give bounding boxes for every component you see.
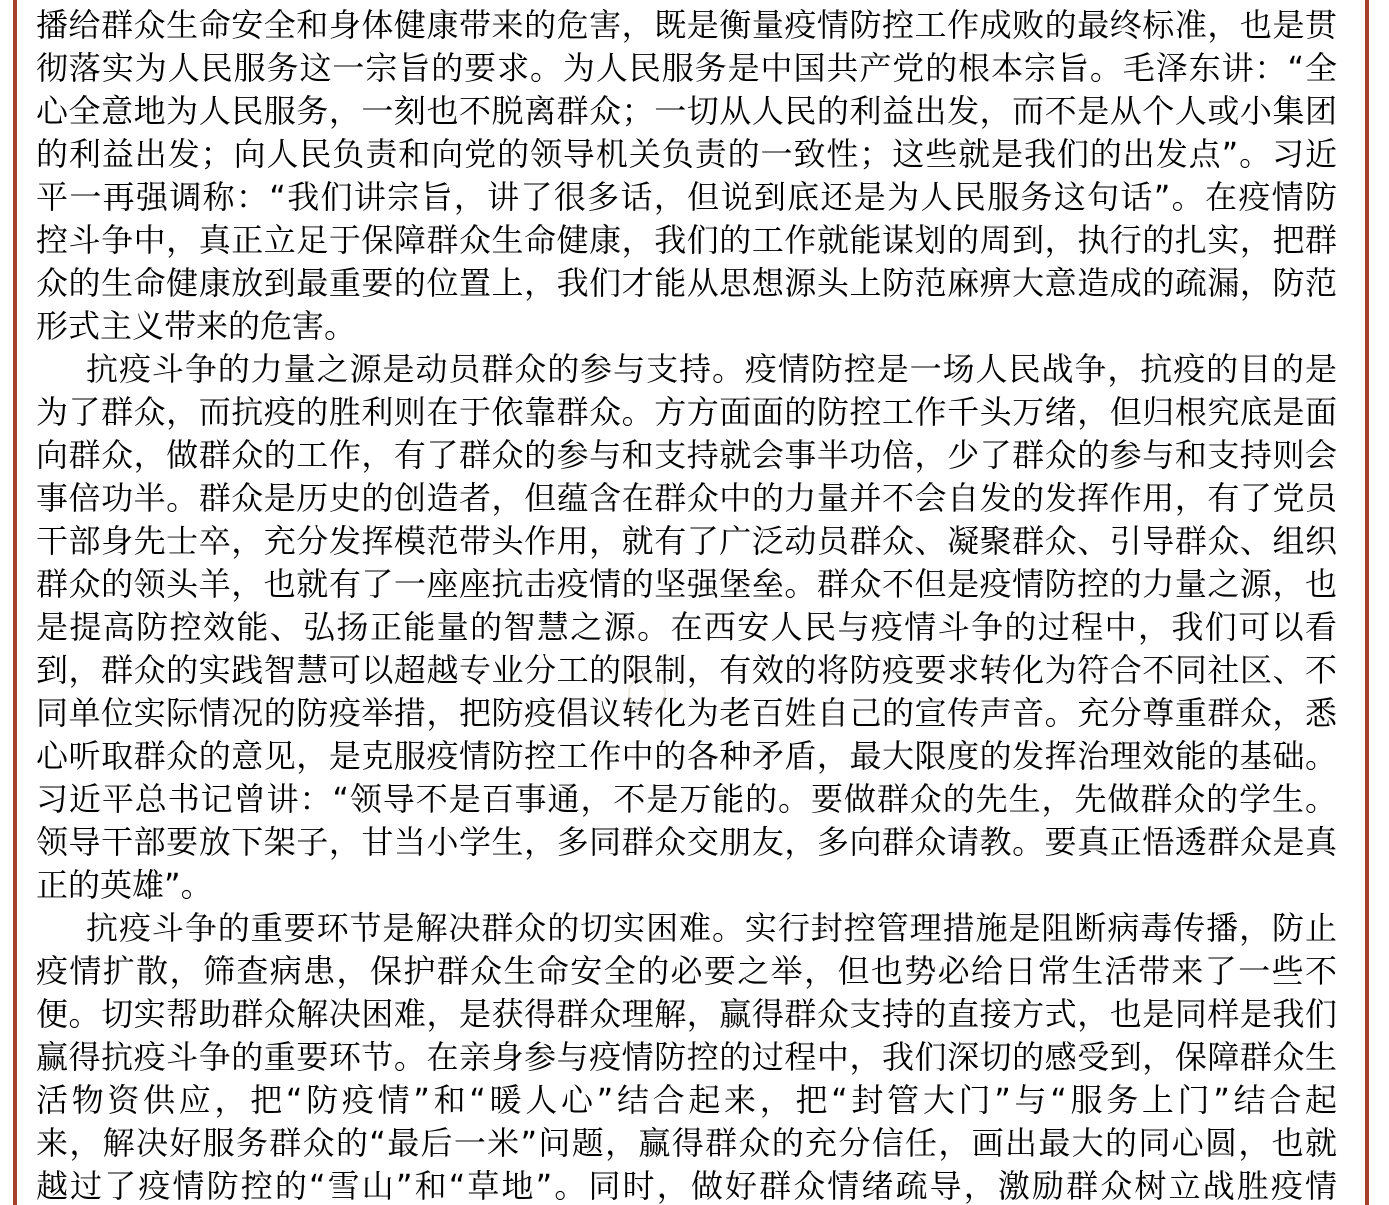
text-line: 心听取群众的意见，是克服疫情防控工作中的各种矛盾，最大限度的发挥治理效能的基础。 xyxy=(36,737,1337,775)
text-line: 领导干部要放下架子，甘当小学生，多同群众交朋友，多向群众请教。要真正悟透群众是真 xyxy=(36,823,1337,861)
text-line: 疫情扩散，筛查病患，保护群众生命安全的必要之举，但也势必给日常生活带来了一些不 xyxy=(36,952,1337,990)
text-line: 同单位实际情况的防疫举措，把防疫倡议转化为老百姓自己的宣传声音。充分尊重群众，悉 xyxy=(36,694,1337,732)
text-line: 众的生命健康放到最重要的位置上，我们才能从思想源头上防范麻痹大意造成的疏漏，防范 xyxy=(36,264,1337,302)
text-line: 抗疫斗争的重要环节是解决群众的切实困难。实行封控管理措施是阻断病毒传播，防止 xyxy=(86,909,1337,947)
text-line: 为了群众，而抗疫的胜利则在于依靠群众。方方面面的防控工作千头万绪，但归根究底是面 xyxy=(36,393,1337,431)
text-line: 平一再强调称：“我们讲宗旨，讲了很多话，但说到底还是为人民服务这句话”。在疫情防 xyxy=(36,178,1337,216)
text-line: 心全意地为人民服务，一刻也不脱离群众；一切从人民的利益出发，而不是从个人或小集团 xyxy=(36,92,1337,130)
text-line: 事倍功半。群众是历史的创造者，但蕴含在群众中的力量并不会自发的发挥作用，有了党员 xyxy=(36,479,1337,517)
page-border-right-rule xyxy=(1365,0,1369,1205)
text-line: 向群众，做群众的工作，有了群众的参与和支持就会事半功倍，少了群众的参与和支持则会 xyxy=(36,436,1337,474)
text-line: 形式主义带来的危害。 xyxy=(36,307,357,345)
page-border-left-rule xyxy=(13,0,17,1205)
text-line: 的利益出发；向人民负责和向党的领导机关负责的一致性；这些就是我们的出发点”。习近 xyxy=(36,135,1337,173)
text-line: 群众的领头羊，也就有了一座座抗击疫情的坚强堡垒。群众不但是疫情防控的力量之源，也 xyxy=(36,565,1337,603)
text-line: 赢得抗疫斗争的重要环节。在亲身参与疫情防控的过程中，我们深切的感受到，保障群众生 xyxy=(36,1038,1337,1076)
text-line: 便。切实帮助群众解决困难，是获得群众理解，赢得群众支持的直接方式，也是同样是我们 xyxy=(36,995,1337,1033)
text-line: 是提高防控效能、弘扬正能量的智慧之源。在西安人民与疫情斗争的过程中，我们可以看 xyxy=(36,608,1337,646)
text-line: 干部身先士卒，充分发挥模范带头作用，就有了广泛动员群众、凝聚群众、引导群众、组织 xyxy=(36,522,1337,560)
text-line: 控斗争中，真正立足于保障群众生命健康，我们的工作就能谋划的周到，执行的扎实，把群 xyxy=(36,221,1337,259)
text-line: 播给群众生命安全和身体健康带来的危害，既是衡量疫情防控工作成败的最终标准，也是贯 xyxy=(36,6,1337,44)
text-line: 正的英雄”。 xyxy=(36,866,213,904)
text-line: 抗疫斗争的力量之源是动员群众的参与支持。疫情防控是一场人民战争，抗疫的目的是 xyxy=(86,350,1337,388)
text-line: 彻落实为人民服务这一宗旨的要求。为人民服务是中国共产党的根本宗旨。毛泽东讲：“全 xyxy=(36,49,1337,87)
document-body xyxy=(36,4,1337,1205)
text-line: 来，解决好服务群众的“最后一米”问题，赢得群众的充分信任，画出最大的同心圆，也就 xyxy=(36,1124,1337,1162)
text-line: 习近平总书记曾讲：“领导不是百事通，不是万能的。要做群众的先生，先做群众的学生。 xyxy=(36,780,1337,818)
text-line: 越过了疫情防控的“雪山”和“草地”。同时，做好群众情绪疏导，激励群众树立战胜疫情 xyxy=(36,1167,1337,1205)
text-line: 到，群众的实践智慧可以超越专业分工的限制，有效的将防疫要求转化为符合不同社区、不 xyxy=(36,651,1337,689)
text-line: 活物资供应，把“防疫情”和“暖人心”结合起来，把“封管大门”与“服务上门”结合起 xyxy=(36,1081,1337,1119)
